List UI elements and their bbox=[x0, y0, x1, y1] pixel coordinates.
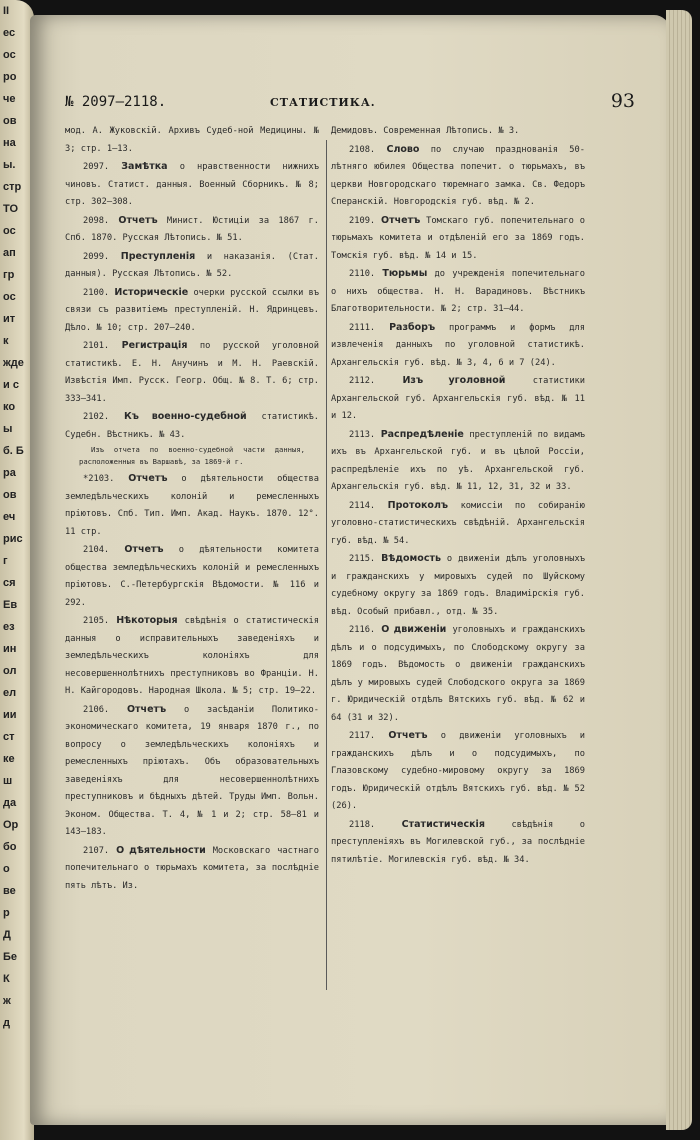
left-page-fragment: ро bbox=[3, 71, 17, 83]
left-page-fragment: ке bbox=[3, 753, 15, 765]
left-page-fragment: че bbox=[3, 93, 16, 105]
entry-number: 2113. bbox=[349, 429, 376, 440]
entry-text: статистики Архангельской губ. Архангельскія губ. вѣд. № 11 и 12. bbox=[331, 376, 586, 421]
left-page-fragment: ап bbox=[3, 247, 16, 259]
entry-text: о засѣданіи Политико-экономическаго комитета, 19 января 1870 г., по вопросу о земледѣльческихъ колоніяхъ и ремесленныхъ пріютахъ. Объ образовательныхъ заведеніяхъ для несовершеннолѣтнихъ преступниковъ и бѣдныхъ дѣтей. Труды Имп. Вольн. Эконом. Общества. Т. 4, № 1 и 2; стр. 58—81 и 143—183. bbox=[65, 704, 319, 837]
bibliography-entry bbox=[65, 842, 319, 896]
left-page-fragment: ии bbox=[3, 709, 17, 721]
bibliography-entry bbox=[65, 701, 319, 842]
left-page-edge bbox=[0, 0, 34, 1140]
left-page-fragment: ра bbox=[3, 467, 16, 479]
entry-number: 2107. bbox=[83, 845, 110, 856]
left-page-fragment: ве bbox=[3, 885, 16, 897]
entry-keyword: Къ военно-судебной bbox=[123, 411, 247, 422]
entry-text: о движеніи дѣлъ уголовныхъ и гражданскихъ у мировыхъ судей по Шуйскому судебному округу за 1869 годъ. Владимірскія губ. вѣд. Особый прибавл., отд. № 35. bbox=[331, 554, 585, 617]
entry-number: 2097. bbox=[83, 162, 110, 172]
entry-keyword: Вѣдомость bbox=[381, 553, 441, 564]
entry-number: 2116. bbox=[349, 625, 376, 635]
entry-text: по русской уголовной статистикѣ. Е. Н. Анучинъ и М. Н. Раевскій. Извѣстія Имп. Русск. Геогр. Общ. № 8. Т. 6; стр. 333—341. bbox=[65, 341, 320, 404]
left-page-fragment: ос bbox=[3, 49, 16, 61]
left-page-fragment: о bbox=[3, 863, 10, 875]
entry-text: о дѣятельности комитета общества земледѣльческихъ колоній и ремесленныхъ пріютовъ. С.-Петербургскія Вѣдомости. № 116 и 292. bbox=[65, 545, 319, 608]
bibliography-entry bbox=[331, 550, 585, 621]
entry-keyword: Преступленія bbox=[120, 250, 196, 262]
left-page-fragment: на bbox=[3, 137, 16, 149]
bibliography-entry bbox=[331, 372, 585, 426]
entry-number: 2106. bbox=[83, 704, 110, 715]
entry-number: 2110. bbox=[349, 269, 376, 279]
entry-text: до учрежденія попечительнаго о нихъ общества. Н. Н. Варадиновъ. Вѣстникъ Благотворительности. № 2; стр. 31—44. bbox=[331, 269, 586, 314]
left-page-fragment: ко bbox=[3, 401, 16, 413]
left-page-fragment: ин bbox=[3, 643, 17, 655]
book-page bbox=[30, 15, 670, 1125]
left-page-fragment: гр bbox=[3, 269, 15, 281]
entry-keyword: Замѣтка bbox=[121, 161, 168, 172]
left-page-fragment: ол bbox=[3, 665, 17, 677]
entry-number: 2117. bbox=[349, 731, 376, 741]
entry-keyword: Отчетъ bbox=[128, 473, 168, 484]
entry-text: уголовныхъ и гражданскихъ дѣлъ и о подсудимыхъ, по Слободскому округу за 1869 годъ. Вѣдомость о движеніи гражданскихъ дѣлъ у мировыхъ судей Слободского округа за 1869 г. Юридическій отдѣлъ Вятскихъ губ. вѣд. № 62 и 64 (31 и 32). bbox=[331, 625, 585, 723]
left-page-fragment: да bbox=[3, 797, 17, 809]
bibliography-entry bbox=[65, 470, 319, 541]
entry-keyword: Тюрьмы bbox=[382, 268, 428, 279]
left-page-fragment: К bbox=[3, 973, 10, 985]
entry-number: 2108. bbox=[349, 144, 376, 155]
left-page-fragment: ез bbox=[3, 621, 15, 633]
entry-text: Томскаго губ. попечительнаго о тюрьмахъ комитета и отдѣленій его за 1869 годъ. Томскія губ. вѣд. № 14 и 15. bbox=[331, 215, 586, 261]
entry-keyword: Статистическія bbox=[401, 818, 485, 830]
left-page-fragment: ст bbox=[3, 731, 15, 743]
left-page-fragment: ит bbox=[3, 313, 16, 325]
entry-keyword: Отчетъ bbox=[126, 703, 167, 715]
left-page-fragment: ы. bbox=[3, 159, 16, 171]
entry-keyword: Отчетъ bbox=[388, 730, 428, 741]
left-page-fragment: ос bbox=[3, 291, 16, 303]
entry-number: 2100. bbox=[83, 287, 110, 298]
left-page-fragment: ж bbox=[3, 995, 11, 1007]
left-page-fragment: д bbox=[3, 1017, 10, 1029]
page-number: 93 bbox=[610, 90, 635, 112]
bibliography-entry bbox=[65, 212, 319, 248]
bibliography-entry bbox=[331, 621, 585, 727]
entry-keyword: О дѣятельности bbox=[116, 844, 206, 856]
bibliography-entry bbox=[65, 337, 319, 408]
bibliography-entry bbox=[331, 265, 585, 319]
entry-number: 2111. bbox=[349, 322, 376, 333]
bibliography-entry bbox=[65, 408, 319, 444]
left-page-fragment: Д bbox=[3, 929, 11, 941]
left-page-fragment: ов bbox=[3, 489, 17, 501]
entry-number: 2105. bbox=[83, 616, 110, 626]
left-page-fragment: ся bbox=[3, 577, 16, 589]
entry-keyword: Регистрація bbox=[121, 340, 188, 351]
left-column-lead: мод. А. Жуковскій. Архивъ Судеб-ной Медицины. № 3; стр. 1—13. bbox=[65, 126, 319, 154]
entry-text: Минист. Юстиціи за 1867 г. Спб. 1870. Русская Лѣтопись. № 51. bbox=[65, 215, 319, 243]
left-page-fragment: Бе bbox=[3, 951, 18, 963]
entry-keyword: Распредѣленіе bbox=[380, 428, 464, 440]
left-page-fragment: ш bbox=[3, 775, 13, 787]
entry-number: 2102. bbox=[83, 412, 110, 422]
entry-keyword: Историческіе bbox=[114, 286, 189, 298]
left-page-fragment: р bbox=[3, 907, 10, 919]
left-page-fragment: б. Б bbox=[3, 445, 24, 457]
entry-keyword: Изъ уголовной bbox=[402, 375, 506, 386]
entry-number: 2098. bbox=[83, 215, 110, 226]
bibliography-entry bbox=[331, 727, 585, 816]
left-page-fragment: стр bbox=[3, 181, 22, 193]
bibliography-entry bbox=[331, 426, 585, 497]
bibliography-entry bbox=[331, 319, 585, 373]
bibliography-entry bbox=[65, 284, 319, 338]
bibliography-entry bbox=[65, 158, 319, 212]
entry-text: о движеніи уголовныхъ и гражданскихъ дѣлъ и о подсудимыхъ, по Глазовскому судебно-мировому округу за 1869 годъ. Юридическій отдѣлъ Вятскихъ губ. вѣд. № 52 (26). bbox=[331, 731, 585, 811]
entry-text: о нравственности нижнихъ чиновъ. Статист. данныя. Военный Сборникъ. № 8; стр. 302—308. bbox=[65, 162, 319, 207]
entry-text: свѣдѣнія о преступленіяхъ въ Могилевской губ., за послѣдніе пятилѣтіе. Могилевскія губ. вѣд. № 34. bbox=[331, 819, 586, 865]
left-page-fragment: ес bbox=[3, 27, 16, 39]
entry-text: статистикѣ. Судебн. Вѣстникъ. № 43. bbox=[65, 412, 320, 440]
left-page-fragment: ы bbox=[3, 423, 13, 435]
left-page-fragment: Ор bbox=[3, 819, 19, 831]
bibliography-entry bbox=[65, 541, 319, 612]
left-page-fragment: еч bbox=[3, 511, 16, 523]
left-page-fragment: ос bbox=[3, 225, 16, 237]
entry-text: и наказанія. (Стат. данныя). Русская Лѣтопись. № 52. bbox=[65, 251, 319, 279]
bibliography-entry bbox=[331, 141, 585, 212]
entry-text: Московскаго частнаго попечительнаго о тюрьмахъ комитета, за послѣдніе пять лѣтъ. Из. bbox=[65, 845, 319, 891]
section-title: СТАТИСТИКА. bbox=[270, 96, 376, 109]
entry-keyword: Нѣкоторыя bbox=[116, 615, 178, 626]
entry-keyword: Разборъ bbox=[389, 321, 436, 333]
left-page-fragment: ТО bbox=[3, 203, 19, 215]
bibliography-entry bbox=[331, 212, 585, 266]
bibliography-entry bbox=[331, 497, 585, 551]
entry-number: 2109. bbox=[349, 215, 376, 226]
left-page-fragment: ел bbox=[3, 687, 17, 699]
page-stack-edge bbox=[666, 10, 692, 1130]
left-column bbox=[65, 123, 319, 895]
bibliography-entry bbox=[65, 248, 319, 284]
left-page-fragment: ов bbox=[3, 115, 17, 127]
entry-text: свѣдѣнія о статистическія данныя о исправительныхъ заведеніяхъ и земледѣльческихъ колоніяхъ для несовершеннолѣтнихъ преступниковъ во Франціи. Н. Н. Кайгородовъ. Народная Школа. № 5; стр. 19—22. bbox=[65, 616, 320, 696]
right-column-lead: Демидовъ. Современная Лѣтопись. № 3. bbox=[331, 126, 520, 136]
entry-keyword: Отчетъ bbox=[118, 214, 158, 226]
left-page-fragment: и с bbox=[3, 379, 19, 391]
entry-text: программъ и формъ для извлеченія данныхъ по уголовной статистикѣ. Архангельскія губ. вѣд. № 3, 4, 6 и 7 (24). bbox=[331, 322, 585, 368]
bibliography-entry bbox=[331, 816, 585, 870]
entry-text: комиссіи по собиранію уголовно-статистическихъ свѣдѣній. Архангельскія губ. вѣд. № 54. bbox=[331, 500, 585, 546]
entry-keyword: Слово bbox=[386, 143, 420, 155]
entry-number: 2112. bbox=[349, 376, 376, 386]
entry-number: 2104. bbox=[83, 545, 110, 555]
entry-text: очерки русской ссылки въ связи съ развитіемъ преступленій. Н. Ядринцевъ. Дѣло. № 10; стр. 207—240. bbox=[65, 287, 319, 333]
entry-number: 2114. bbox=[349, 500, 376, 511]
entry-text: по случаю празднованія 50-лѣтняго юбилея Общества попечит. о тюрьмахъ, въ церкви Новгородскаго тюремнаго замка. Св. Федоръ Сперанскій. Новгородскія губ. вѣд. № 2. bbox=[331, 144, 585, 207]
left-page-fragment: к bbox=[3, 335, 9, 347]
entry-keyword: Отчетъ bbox=[381, 214, 421, 226]
entry-number: 2118. bbox=[349, 819, 376, 830]
entry-number: 2101. bbox=[83, 341, 110, 351]
left-page-fragment: бо bbox=[3, 841, 17, 853]
entry-text: о дѣятельности общества земледѣльческихъ колоній и ремесленныхъ пріютовъ. Спб. Тип. Имп. Акад. Наукъ. 1870. 12°. 11 стр. bbox=[65, 474, 319, 537]
right-column bbox=[331, 123, 585, 869]
entry-text: преступленій по видамъ ихъ въ Архангельской губ. и въ цѣлой Россіи, распредѣленіе ихъ по уѣ. Архангельской губ. Архангельскія губ. вѣд. № 11, 12, 31, 32 и 33. bbox=[331, 429, 586, 492]
running-head bbox=[65, 88, 635, 118]
entry-number: *2103. bbox=[83, 474, 115, 484]
entry-number: 2099. bbox=[83, 251, 110, 262]
left-page-fragment: жде bbox=[3, 357, 24, 369]
left-page-fragment: г bbox=[3, 555, 8, 567]
entry-keyword: Протоколъ bbox=[387, 499, 449, 511]
left-page-fragment: рис bbox=[3, 533, 23, 545]
entry-note: Изъ отчета по военно-судебной части данныя, расположенныя въ Варшавѣ, за 1869-й г. bbox=[79, 445, 305, 466]
left-page-fragment: Ев bbox=[3, 599, 18, 611]
entry-keyword: Отчетъ bbox=[124, 544, 164, 555]
bibliography-entry bbox=[65, 612, 319, 701]
entry-range: № 2097—2118. bbox=[65, 94, 167, 110]
left-page-fragment: ІІ bbox=[3, 5, 10, 17]
column-divider bbox=[326, 140, 327, 990]
entry-keyword: О движеніи bbox=[381, 624, 447, 635]
entry-number: 2115. bbox=[349, 554, 376, 564]
